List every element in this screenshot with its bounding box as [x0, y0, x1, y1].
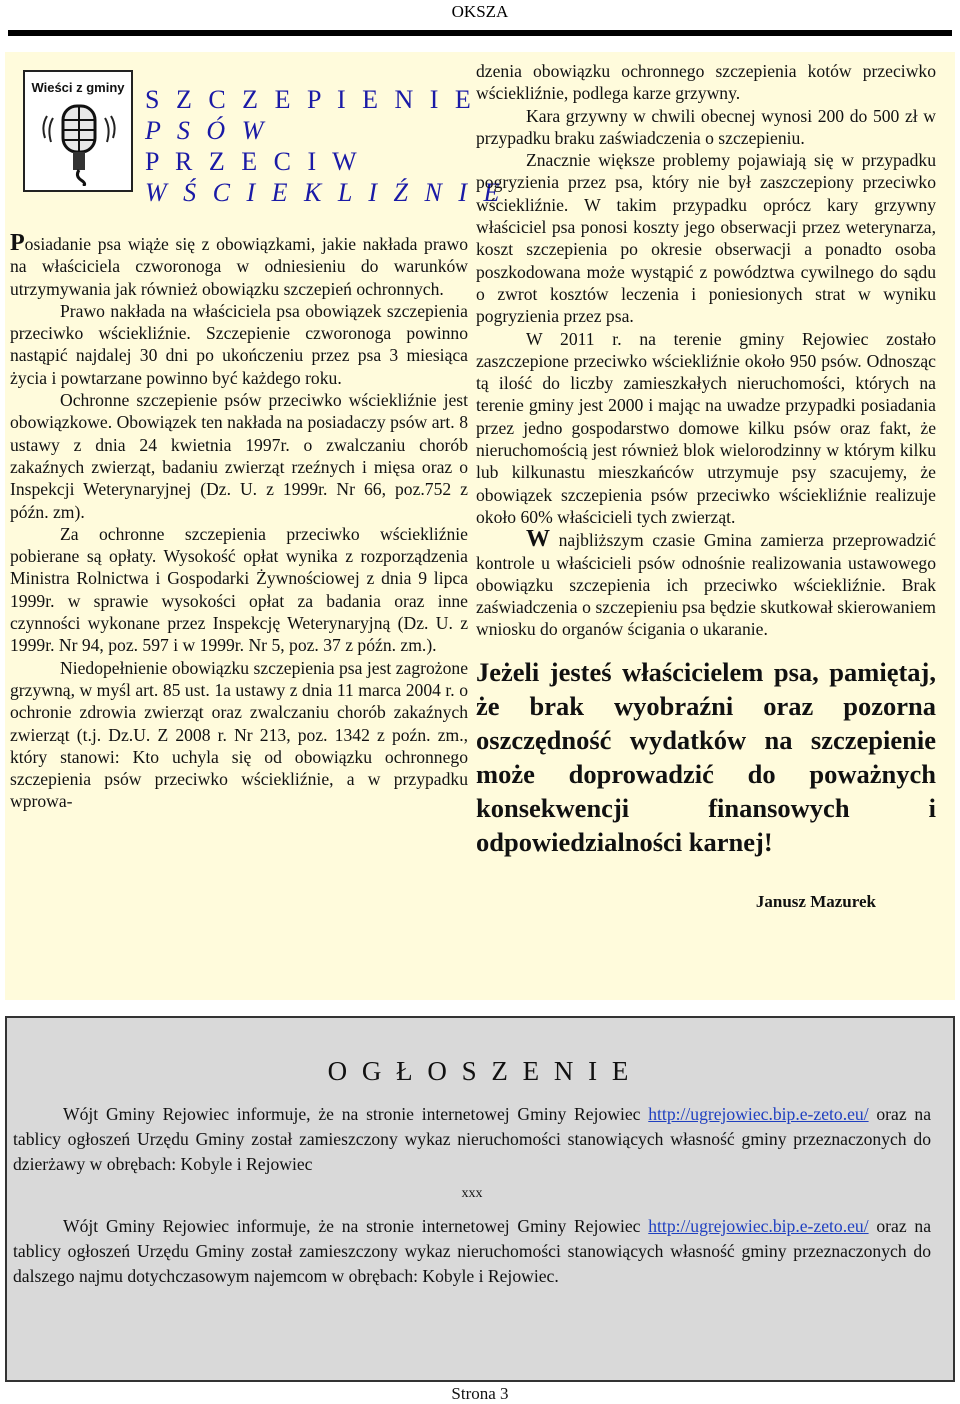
notice-link-1[interactable]: http://ugrejowiec.bip.e-zeto.eu/ [648, 1104, 869, 1124]
right-paragraph-3: Znacznie większe problemy pojawiają się w przypadku pogryzienia przez psa, który nie był zaszczepiony przeciwko wściekliźnie. W takim przypadku oprócz kary grzywny właściciel psa ponosi koszty jego obserwacji przez weterynarza, koszt szczepienia po okresie obserwacji a ponadto osoba poszkodowana może wystąpić z powództwa cywilnego do sądu o zwrot kosztów leczenia i poniesionych strat w wyniku pogryzienia przez psa. [476, 150, 936, 327]
newsletter-title: OKSZA [451, 2, 509, 21]
page-number: Strona 3 [451, 1384, 509, 1403]
left-paragraph-1: Posiadanie psa wiąże się z obowiązkami, jakie nakłada prawo na właściciela czworonoga w odniesieniu do warunków utrzymywania jak również obowiązku szczepień ochronnych. [10, 230, 468, 299]
article-box [5, 52, 955, 1000]
left-column [10, 232, 468, 813]
header-rule [8, 30, 952, 36]
author-name: Janusz Mazurek [755, 891, 876, 911]
headline-line-4: W Ś C I E K L I Ź N I E [145, 178, 505, 207]
headline-line-2: P S Ó W [145, 116, 269, 145]
right-paragraph-1: dzenia obowiązku ochronnego szczepienia kotów przeciwko wściekliźnie, podlega karze grzywny. [476, 61, 936, 104]
microphone-icon [39, 98, 119, 186]
callout-text: Jeżeli jesteś właścicielem psa, pamiętaj, że brak wyobraźni oraz pozorna oszczędność wydatków na szczepienie może doprowadzić do poważnych konsekwencji finansowych i odpowiedzialności karnej! [476, 656, 936, 857]
left-paragraph-4: Za ochronne szczepienia przeciwko wściekliźnie pobierane są opłaty. Wysokość opłat wynika z rozporządzenia Ministra Rolnictwa i Gospodarki Żywnościowej z dnia 9 lipca 1999r. w sprawie wysokości opłat za badania oraz inne czynności wykonane przez Inspekcję Weterynaryjną (Dz. U. z 1999r. Nr 94, poz. 597 i w 1999r. Nr 5, poz. 37 z późn. zm.). [10, 523, 468, 656]
right-paragraph-5: W najbliższym czasie Gmina zamierza przeprowadzić kontrole u właścicieli psów odnośnie realizowania ustawowego obowiązku szczepienia ich przeciwko wściekliźnie. Brak zaświadczenia o szczepieniu psa będzie skutkował skierowaniem wniosku do organów ścigania o ukaranie. [476, 526, 936, 640]
notice-title: O G Ł O S Z E N I E [327, 1056, 633, 1086]
drop-letter-w: W [526, 526, 550, 553]
notice-body [13, 1102, 931, 1289]
headline-line-3: P R Z E C I W [145, 147, 362, 176]
left-paragraph-5: Niedopełnienie obowiązku szczepienia psa jest zagrożone grzywną, w myśl art. 85 ust. 1a ustawy z dnia 11 marca 2004 r. o ochronie zdrowia zwierząt oraz zwalczaniu chorób zakaźnych zwierząt (t.j. Dz.U. Z 2008 r. Nr 213, poz. 1342 z poźn. zm., który stanowi: Kto uchyla się od obowiązku ochronnego szczepienia psów przeciwko wściekliźnie, a w przypadku wprowa- [10, 657, 468, 812]
right-column [476, 60, 936, 913]
right-paragraph-4: W 2011 r. na terenie gminy Rejowiec zostało zaszczepione przeciwko wściekliźnie około 950 psów. Odnosząc tą ilość do liczby zamieszkałych nieruchomości, których na terenie gminy jest 2000 i mając na uwadze przypadki posiadania przez jedno gospodarstwo domowe kilku psów oraz fakt, że nieruchomością jest również blok wielorodzinny w którym kilku lub kilkunastu mieszkańców utrzymuje psy szacujemy, że obowiązek szczepienia psów przeciwko wściekliźnie realizuje około 60% właścicieli tych zwierząt. [476, 328, 936, 527]
notice-separator: xxx [461, 1186, 483, 1201]
notice-link-2[interactable]: http://ugrejowiec.bip.e-zeto.eu/ [648, 1216, 869, 1236]
news-logo [23, 70, 133, 192]
right-paragraph-2: Kara grzywny w chwili obecnej wynosi 200 do 500 zł w przypadku braku zaświadczenia o szczepieniu. [476, 105, 936, 148]
headline-line-1: S Z C Z E P I E N I E [145, 85, 476, 114]
left-paragraph-3: Ochronne szczepienie psów przeciwko wściekliźnie jest obowiązkowe. Obowiązek ten nakłada na posiadaczy psów art. 8 ustawy z dnia 24 kwietnia 1997r. o zwalczaniu chorób zakaźnych zwierząt, badaniu zwierząt rzeźnych i mięsa oraz o Inspekcji Weterynaryjnej (Dz. U. z 1999r. Nr 66, poz.752 z późn. zm). [10, 390, 468, 522]
notice-paragraph-2: Wójt Gminy Rejowiec informuje, że na stronie internetowej Gminy Rejowiec http://ugrejowiec.bip.e-zeto.eu/ oraz na tablicy ogłoszeń Urzędu Gminy został zamieszczony wykaz nieruchomości stanowiących własność gminy przeznaczonych do dalszego najmu dotychczasowym najemcom w obrębach: Kobyle i Rejowiec. [13, 1216, 931, 1286]
notice-paragraph-1: Wójt Gminy Rejowiec informuje, że na stronie internetowej Gminy Rejowiec http://ugrejowiec.bip.e-zeto.eu/ oraz na tablicy ogłoszeń Urzędu Gminy został zamieszczony wykaz nieruchomości stanowiących własność gminy przeznaczonych do dzierżawy w obrębach: Kobyle i Rejowiec [13, 1104, 931, 1174]
drop-letter: P [10, 230, 25, 256]
article-headline [145, 84, 505, 208]
notice-box [5, 1016, 955, 1382]
left-paragraph-2: Prawo nakłada na właściciela psa obowiązek szczepienia przeciwko wściekliźnie. Szczepienie czworonoga powinno nastąpić najdalej 30 dni po ukończeniu przez psa 3 miesiąca życia i powtarzane powinno być każdego roku. [10, 300, 468, 388]
logo-label: Wieści z gminy [31, 80, 125, 95]
